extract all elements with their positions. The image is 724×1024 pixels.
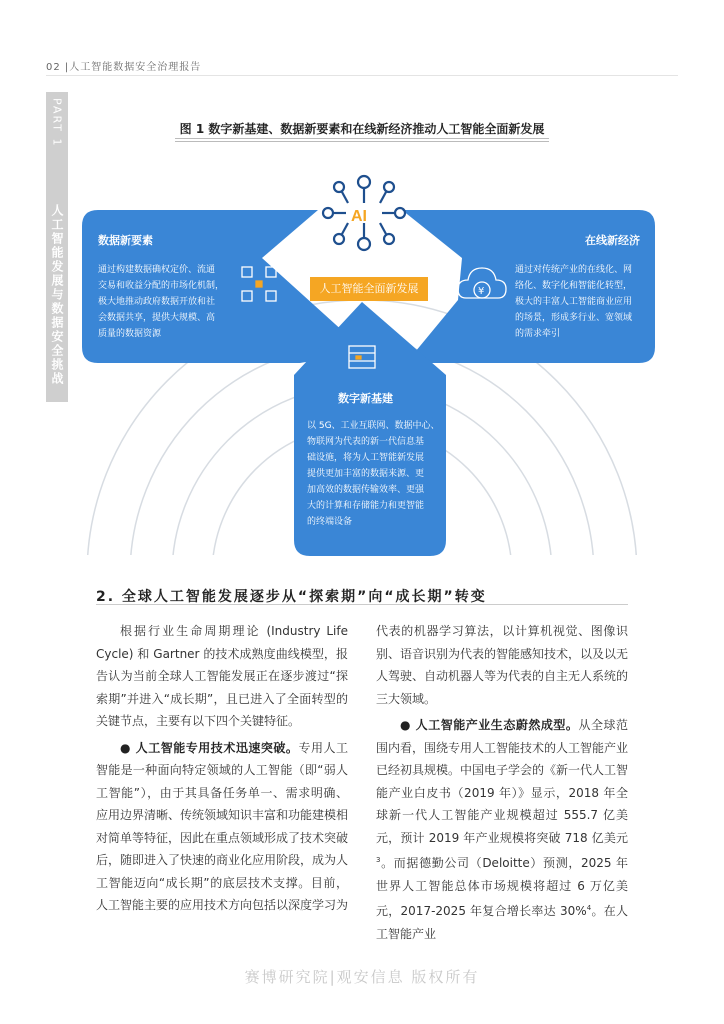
center-label-badge: 人工智能全面新发展 — [310, 277, 428, 301]
page-number: 02 — [46, 62, 61, 73]
right-panel-line: 络化、数字化和智能化转型， — [515, 281, 633, 291]
copyright-footer: 赛博研究院|观安信息 版权所有 — [244, 968, 480, 986]
left-panel-line: 交易和收益分配的市场化机制， — [98, 281, 225, 291]
bullet-1-heading: ● 人工智能专用技术迅速突破。 — [120, 740, 299, 755]
intro-paragraph: 根据行业生命周期理论 (Industry Life Cycle) 和 Gartner 的技术成熟度曲线模型，报告认为当前全球人工智能发展正在逐步渡过“探索期”并进入“成长期”，且已进入了全面转型的关键节点，主要有以下四个关键特征。 — [96, 624, 348, 728]
left-panel-line: 极大地推动政府数据开放和社 — [98, 297, 216, 307]
bottom-panel-line: 加高效的数据传输效率、更强 — [307, 485, 425, 495]
figure-title: 图 1 数字新基建、数据新要素和在线新经济推动人工智能全面新发展 — [179, 122, 545, 136]
continuation-paragraph: 代表的机器学习算法，以计算机视觉、图像识别、语音识别为代表的智能感知技术，以及以无人驾驶、自动机器人等为代表的自主无人系统的三大领域。 — [376, 624, 629, 706]
ai-label: AI — [351, 208, 367, 225]
bullet-1-paragraph — [96, 737, 348, 917]
bullet-2-paragraph — [376, 714, 628, 945]
bullet-2-heading: ● 人工智能产业生态蔚然成型。 — [400, 718, 579, 732]
left-panel-title: 数据新要素 — [98, 234, 153, 247]
section-heading: 2. 全球人工智能发展逐步从“探索期”向“成长期”转变 — [96, 589, 487, 605]
sidebar-chapter-title: 人工智能发展与数据安全挑战 — [50, 204, 64, 386]
bottom-panel-line: 的终端设备 — [307, 517, 353, 527]
bullet-2-body-a: 从全球范围内看，围绕专用人工智能技术的人工智能产业已经初具规模。中国电子学会的《新一代人工智能产业白皮书（2019 年）》显示，2018 年全球新一代人工智能产业规模超过 555.7 亿美元，预计 2019 年产业规模将突破 718 亿美元 — [376, 718, 629, 845]
bottom-panel-line: 物联网为代表的新一代信息基 — [307, 437, 425, 447]
bottom-panel-line: 大的计算和存储能力和更智能 — [307, 501, 425, 511]
left-panel-line: 通过构建数据确权定价、流通 — [98, 265, 216, 275]
section-divider — [96, 604, 628, 605]
sidebar-part-label: PART 1 — [50, 98, 64, 148]
bullet-2-body-b: 。而据德勤公司（Deloitte）预测，2025 年世界人工智能总体市场规模将超过 6 万亿美元，2017-2025 年复合增长率达 30% — [376, 856, 628, 918]
bottom-panel-line: 础设施，将为人工智能新发展 — [307, 453, 425, 463]
bottom-panel-line: 提供更加丰富的数据来源、更 — [307, 469, 425, 479]
header-separator: | — [64, 62, 70, 73]
right-panel-line: 极大的丰富人工智能商业应用 — [515, 297, 633, 307]
footnote-3[interactable]: 3 — [376, 856, 381, 864]
left-column — [96, 620, 348, 921]
right-panel-line: 的需求牵引 — [515, 329, 561, 339]
right-column — [376, 620, 628, 949]
right-panel-text — [515, 262, 632, 342]
left-panel-line: 会数据共享，提供大规模、高 — [98, 313, 216, 323]
bottom-panel-text — [307, 418, 440, 530]
header-title: 人工智能数据安全治理报告 — [69, 62, 202, 73]
right-panel-title: 在线新经济 — [585, 234, 640, 247]
bottom-panel-line: 以 5G、工业互联网、数据中心、 — [307, 421, 440, 431]
svg-text:¥: ¥ — [478, 286, 485, 297]
left-panel-text — [98, 262, 224, 342]
right-panel-line: 的场景，形成多行业、宽领域 — [515, 313, 633, 323]
footnote-4[interactable]: 4 — [586, 904, 592, 912]
left-panel-line: 质量的数据资源 — [98, 329, 162, 339]
bullet-1-body: 专用人工智能是一种面向特定领域的人工智能（即“弱人工智能”），由于其具备任务单一、需求明确、应用边界清晰、传统领域知识丰富和功能建模相对简单等特征，因此在重点领域形成了技术突破后，随即进入了快速的商业化应用阶段，成为人工智能迈向“成长期”的底层技术支撑。目前，人工智能主要的应用技术方向包括以深度学习为 — [96, 740, 349, 912]
bottom-panel-title: 数字新基建 — [338, 392, 393, 405]
right-panel-line: 通过对传统产业的在线化、网 — [515, 265, 633, 275]
bullet-2-body-c: 。在人工智能产业 — [376, 904, 628, 941]
